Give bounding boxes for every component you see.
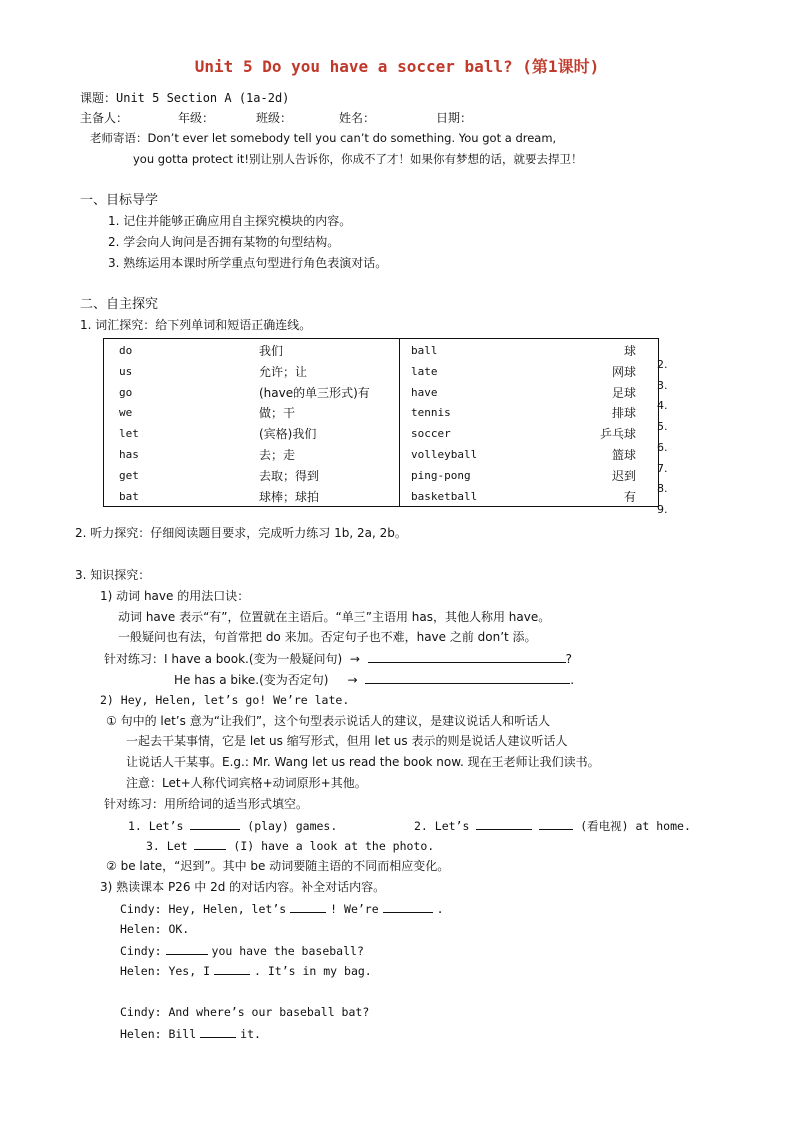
ex3-suffix: (I) have a look at the photo. — [233, 839, 435, 853]
ex1-suffix: (play) games. — [247, 819, 338, 833]
right-word: have — [411, 385, 438, 399]
side-number: 7. — [657, 461, 668, 475]
k1-practice2 — [174, 671, 574, 688]
teacher-message-line2: you gotta protect it!别让别人告诉你，你成不了才！如果你有梦想的话，就要去捍卫！ — [133, 152, 583, 166]
goal-item: 2. 学会向人询问是否拥有某物的句型结构。 — [108, 235, 340, 249]
dialog-line — [120, 1025, 261, 1042]
k2-p3: 让说话人干某事。E.g.: Mr. Wang let us read the book now. 现在王老师让我们读书。 — [126, 755, 600, 769]
left-word: do — [119, 344, 133, 357]
left-word: go — [119, 385, 133, 399]
k3-title: 3) 熟读课本 P26 中 2d 的对话内容。补全对话内容。 — [100, 880, 386, 894]
table-divider — [399, 339, 400, 506]
right-word: ping-pong — [411, 468, 471, 482]
right-meaning: 乒乓球 — [599, 427, 636, 442]
dialog-text: . It’s in my bag. — [254, 964, 372, 978]
right-word: basketball — [411, 489, 478, 503]
k1-practice1 — [104, 650, 572, 667]
left-meaning: 我们 — [259, 344, 284, 358]
k2-ex2 — [414, 817, 691, 834]
left-word: us — [119, 364, 133, 378]
vocab-heading: 1. 词汇探究：给下列单词和短语正确连线。 — [80, 318, 312, 332]
ex2-prefix: 2. Let’s — [414, 819, 470, 833]
right-meaning: 网球 — [611, 364, 636, 379]
k1-practice-label: 针对练习：I have a book.(变为一般疑问句) — [104, 652, 343, 666]
k2-p1: ① 句中的 let’s 意为“让我们”，这个句型表示说话人的建议，是建议说话人和听话人 — [106, 714, 551, 728]
dialog-text: Cindy: And where’s our baseball bat? — [120, 1005, 370, 1019]
dialog-text: Helen: Yes, I — [120, 964, 211, 978]
right-meaning: 篮球 — [611, 448, 636, 462]
left-meaning: 球棒；球拍 — [259, 489, 320, 504]
right-word: ball — [411, 344, 438, 357]
ex3-prefix: 3. Let — [146, 839, 188, 853]
k2-ex3 — [146, 837, 434, 854]
left-meaning: (宾格)我们 — [259, 427, 317, 442]
vocab-table — [103, 338, 659, 507]
arrow-icon: → — [332, 673, 362, 687]
side-number: 5. — [657, 420, 668, 434]
answer-blank[interactable] — [190, 817, 240, 830]
left-word: let — [119, 427, 139, 441]
answer-blank[interactable] — [290, 900, 326, 913]
dialog-text: Cindy: Hey, Helen, let’s — [120, 902, 287, 916]
side-number: 6. — [657, 440, 668, 454]
period: . — [570, 673, 575, 687]
k1-practice2-label: He has a bike.(变为否定句) — [174, 673, 329, 687]
dialog-text: Helen: Bill — [120, 1027, 197, 1041]
right-word: tennis — [411, 406, 451, 420]
topic-line: 课题：Unit 5 Section A (1a-2d) — [80, 91, 290, 105]
side-number: 4. — [657, 399, 668, 413]
answer-blank[interactable] — [383, 900, 433, 913]
right-word: late — [411, 364, 438, 378]
answer-blank[interactable] — [166, 942, 208, 955]
grade-label: 年级： — [178, 111, 215, 125]
k2-p4: ② be late，“迟到”。其中 be 动词要随主语的不同而相应变化。 — [106, 859, 450, 873]
dialog-line — [120, 962, 372, 979]
left-meaning: (have的单三形式)有 — [259, 385, 370, 400]
ex2-suffix: (看电视) at home. — [580, 819, 691, 833]
dialog-text: Cindy: — [120, 944, 162, 958]
page-title: Unit 5 Do you have a soccer ball? (第1课时) — [194, 57, 600, 76]
side-number: 9. — [657, 502, 668, 516]
k2-p2: 一起去干某事情，它是 let us 缩写形式，但用 let us 表示的则是说话人建议听话人 — [126, 734, 568, 748]
k2-ex1 — [128, 817, 337, 834]
k2-note: 注意：Let+人称代词宾格+动词原形+其他。 — [126, 776, 367, 790]
right-word: volleyball — [411, 448, 478, 461]
preparer-label: 主备人： — [80, 111, 129, 125]
answer-blank[interactable] — [214, 962, 250, 975]
section2-heading: 二、自主探究 — [80, 297, 159, 312]
dialog-text: . — [436, 902, 444, 916]
side-number: 2. — [657, 358, 668, 371]
goal-item: 3. 熟练运用本课时所学重点句型进行角色表演对话。 — [108, 256, 388, 270]
answer-blank[interactable] — [365, 671, 570, 684]
right-meaning: 有 — [623, 489, 636, 504]
dialog-line — [120, 942, 364, 959]
knowledge-heading: 3. 知识探究： — [75, 568, 151, 582]
right-word: soccer — [411, 427, 451, 441]
side-number: 3. — [657, 378, 668, 392]
teacher-message-line1: 老师寄语：Don’t ever let somebody tell you can’t do something. You got a dream, — [90, 131, 557, 145]
k1-line2: 一般疑问也有法，句首常把 do 来加。否定句子也不难，have 之前 don’t 添。 — [118, 630, 537, 644]
left-word: has — [119, 448, 139, 461]
answer-blank[interactable] — [368, 650, 566, 663]
answer-blank[interactable] — [194, 837, 226, 850]
ex1-prefix: 1. Let’s — [128, 819, 184, 833]
left-word: bat — [119, 489, 139, 503]
listening-line: 2. 听力探究：仔细阅读题目要求，完成听力练习 1b, 2a, 2b。 — [75, 526, 407, 540]
left-meaning: 去；走 — [259, 448, 296, 462]
dialog-line — [120, 921, 189, 937]
side-number: 8. — [657, 482, 668, 496]
class-label: 班级： — [256, 111, 293, 125]
dialog-text: it. — [240, 1027, 261, 1041]
right-meaning: 迟到 — [611, 468, 636, 483]
goal-item: 1. 记住并能够正确应用自主探究模块的内容。 — [108, 214, 352, 228]
answer-blank[interactable] — [200, 1025, 236, 1038]
answer-blank[interactable] — [476, 817, 532, 830]
date-label: 日期： — [436, 111, 473, 125]
left-word: we — [119, 406, 133, 420]
right-meaning: 足球 — [611, 385, 636, 400]
dialog-line — [120, 900, 444, 917]
left-word: get — [119, 468, 139, 482]
name-label: 姓名： — [339, 111, 376, 125]
dialog-line — [120, 1004, 369, 1020]
dialog-text: Helen: OK. — [120, 922, 190, 936]
answer-blank[interactable] — [539, 817, 573, 830]
left-meaning: 做；干 — [259, 406, 296, 421]
arrow-icon: → — [346, 652, 364, 666]
k2-practice-label: 针对练习：用所给词的适当形式填空。 — [104, 797, 309, 811]
left-meaning: 去取；得到 — [259, 468, 320, 483]
dialog-text: you have the baseball? — [211, 944, 364, 958]
right-meaning: 排球 — [611, 406, 636, 421]
k1-line1: 动词 have 表示“有”，位置就在主语后。“单三”主语用 has，其他人称用 have。 — [118, 610, 551, 624]
left-meaning: 允许；让 — [259, 364, 308, 379]
right-meaning: 球 — [623, 344, 636, 358]
k2-title: 2) Hey, Helen, let’s go! We’re late. — [100, 693, 350, 707]
section1-heading: 一、目标导学 — [80, 193, 159, 208]
k1-title: 1) 动词 have 的用法口诀： — [100, 589, 250, 603]
question-mark: ? — [565, 652, 572, 666]
dialog-text: ! We’re — [330, 902, 379, 916]
